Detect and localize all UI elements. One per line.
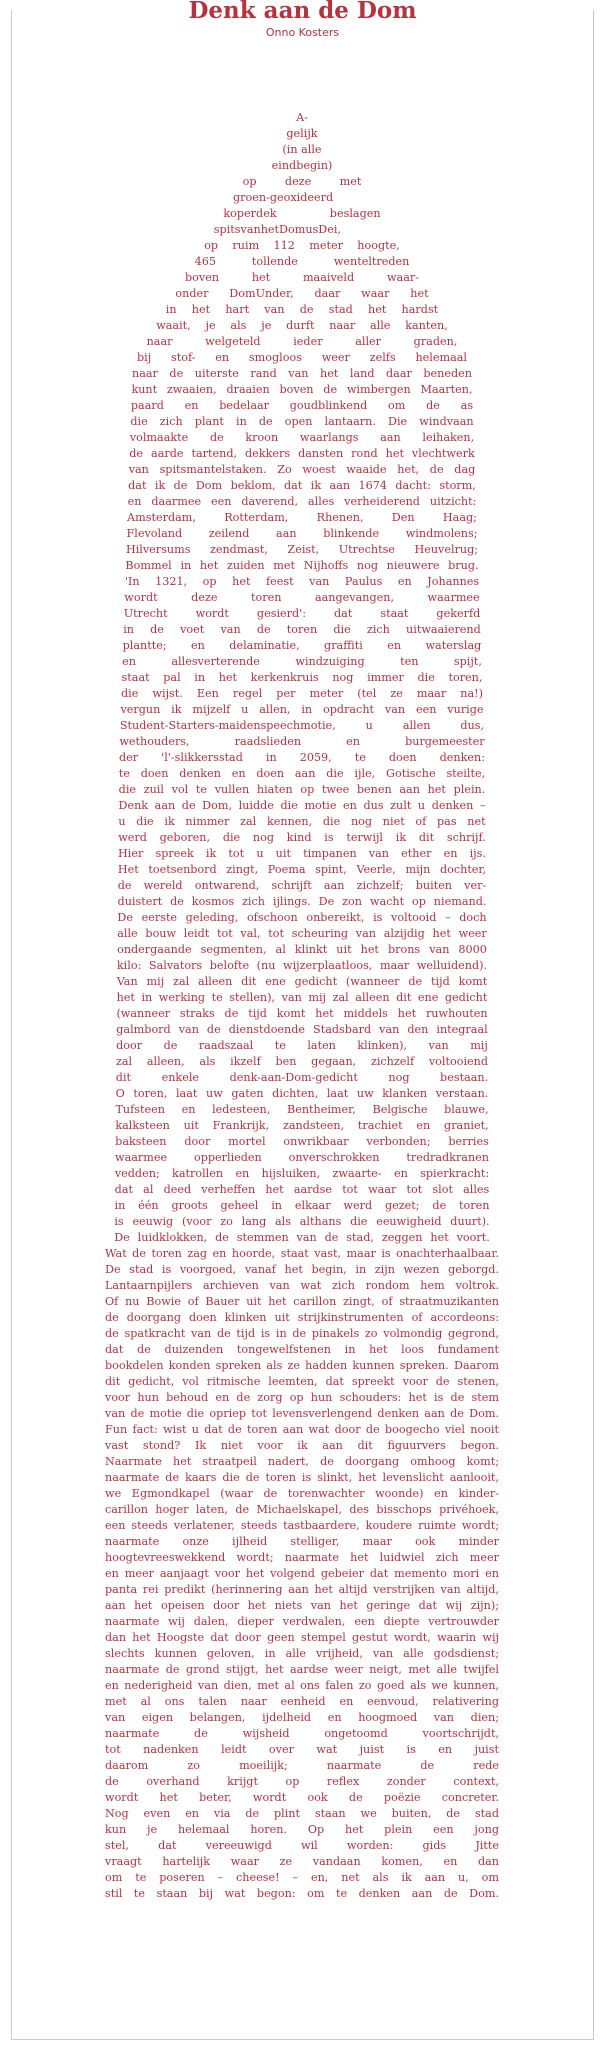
poem-line: het in werking te stellen), van mij zal alleen dit ene gedicht xyxy=(116,991,488,1004)
poem-line: De eerste geleding, ofschoon onbereikt, is voltooid – doch xyxy=(117,911,487,924)
poem-line: dat de duizenden tongewelfstenen in het loos fundament xyxy=(105,1343,499,1356)
poem-line: Wat de toren zag en hoorde, staat vast, maar is onachterhaalbaar. xyxy=(105,1247,499,1260)
poem-line: kalksteen uit Frankrijk, zandsteen, trachiet en graniet, xyxy=(115,1119,489,1132)
poem-line: dit gedicht, vol ritmische leemten, dat spreekt voor de stenen, xyxy=(105,1375,499,1388)
poem-line: van eigen belangen, ijdelheid en hoogmoed van dien; xyxy=(105,1711,499,1724)
poem-line: door de raadszaal te laten klinken), van mij xyxy=(116,1039,488,1052)
poem-line: tot nadenken leidt over wat juist is en juist xyxy=(105,1743,499,1756)
poem-line: koperdek beslagen xyxy=(223,207,381,220)
poem-line: 465 tollende wenteltreden xyxy=(194,255,410,268)
poem-line: De stad is voorgoed, vanaf het begin, in zijn wezen geborgd. xyxy=(105,1263,499,1276)
poem-line: stil te staan bij wat begon: om te denken aan de Dom. xyxy=(105,1887,499,1900)
poem-line: Denk aan de Dom, luidde die motie en dus zult u denken – xyxy=(118,799,486,812)
poem-line: naarmate wij dalen, dieper verdwalen, een diepte vertrouwder xyxy=(105,1615,499,1628)
poem-line: hoogtevreeswekkend wordt; naarmate het luidwiel zich meer xyxy=(105,1551,499,1564)
poem-line: staat pal in het kerkenkruis nog immer die toren, xyxy=(121,671,483,684)
poem-line: op ruim 112 meter hoogte, xyxy=(204,239,400,252)
poem-line: vergun ik mijzelf u allen, in opdracht van een vurige xyxy=(120,703,484,716)
poem-line: dat ik de Dom beklom, dat ik aan 1674 dacht: storm, xyxy=(128,479,476,492)
poem-line: waarmee opperlieden onverschrokken tredradkranen xyxy=(115,1151,489,1164)
poem-line: kilo: Salvators belofte (nu wijzerplaatloos, maar welluidend). xyxy=(116,959,488,972)
poem-line: in het hart van de stad het hardst xyxy=(165,303,439,316)
poem-author: Onno Kosters xyxy=(265,26,340,39)
poem-line: der 'l'-slikkersstad in 2059, te doen denken: xyxy=(119,751,485,764)
poem-line: op deze met xyxy=(242,175,362,188)
poem-line: om te poseren – cheese! – en, net als ik aan u, om xyxy=(105,1871,499,1884)
poem-line: en allesverterende windzuiging ten spijt, xyxy=(122,655,482,668)
poem-line: (in alle xyxy=(282,143,322,156)
poem-line: Naarmate het straatpeil nadert, de doorgang omhoog komt; xyxy=(105,1455,499,1468)
poem-line: gelijk xyxy=(286,127,318,140)
poem-line: Het toetsenbord zingt, Poema spint, Veerle, mijn dochter, xyxy=(117,863,487,876)
poem-line: en meer aanjaagt voor het volgend gebeier dat memento mori en xyxy=(105,1567,499,1580)
poem-line: die zuil vol te vullen hiaten op twee benen aan het plein. xyxy=(118,783,486,796)
poem-line: boven het maaiveld waar- xyxy=(185,271,419,284)
poem-line: een steeds verlatener, steeds tastbaardere, koudere ruimte wordt; xyxy=(105,1519,499,1532)
poem-line: O toren, laat uw gaten dichten, laat uw klanken verstaan. xyxy=(115,1087,489,1100)
poem-line: panta rei predikt (herinnering aan het altijd verstrijken van altijd, xyxy=(105,1583,499,1596)
poem-line: Utrecht wordt gesierd': dat staat gekerfd xyxy=(123,607,481,620)
poem-line: de doorgang doen klinken uit strijkinstrumenten of accordeons: xyxy=(105,1311,499,1324)
poem-line: dat al deed verheffen het aardse tot waar tot slot alles xyxy=(114,1183,490,1196)
poem-line: u die ik nimmer zal kennen, die nog niet of pas net xyxy=(118,815,486,828)
poem-title: Denk aan de Dom xyxy=(188,0,417,24)
poem-line: eindbegin) xyxy=(271,159,333,172)
poem-line: daarom zo moeilijk; naarmate de rede xyxy=(105,1759,499,1772)
poem-line: A- xyxy=(296,111,308,124)
poem-line: de overhand krijgt op reflex zonder context, xyxy=(105,1775,499,1788)
poem-line: carillon hoger laten, de Michaelskapel, des bisschops privéhoek, xyxy=(105,1503,499,1516)
poem-line: vraagt hartelijk waar ze vandaan komen, en dan xyxy=(105,1855,499,1868)
poem-line: met al ons talen naar eenheid en eenvoud, relativering xyxy=(105,1695,499,1708)
poem-line: de wereld ontwarend, schrijft aan zichzelf; buiten ver- xyxy=(117,879,487,892)
poem-line: naarmate de wijsheid ongetoomd voortschrijdt, xyxy=(105,1727,499,1740)
poem-line: zal alleen, als ikzelf ben gegaan, zichzelf voltooiend xyxy=(115,1055,489,1068)
poem-line: naarmate de grond stijgt, het aardse weer neigt, met alle twijfel xyxy=(105,1663,499,1676)
poem-line: spitsvanhetDomusDei, xyxy=(213,223,342,236)
poem-line: paard en bedelaar goudblinkend om de as xyxy=(130,399,474,412)
poem-line: naar welgeteld ieder aller graden, xyxy=(146,335,458,348)
poem-line: in één groots geheel in elkaar werd gezet; de toren xyxy=(114,1199,490,1212)
poem-line: de spatkracht van de tijd is in de pinakels zo volmondig gegrond, xyxy=(105,1327,499,1340)
poem-line: volmaakte de kroon waarlangs aan leihaken, xyxy=(129,431,475,444)
poem-line: groen-geoxideerd xyxy=(233,191,334,204)
poem-line: naarmate onze ijlheid stelliger, maar ook minder xyxy=(105,1535,499,1548)
poem-line: slechts kunnen geloven, in alle vrijheid, van alle godsdienst; xyxy=(105,1647,499,1660)
poem-line: werd geboren, die nog kind is terwijl ik dit schrijf. xyxy=(118,831,486,844)
poem-line: die wijst. Een regel per meter (tel ze maar na!) xyxy=(121,687,483,700)
poem-line: Tufsteen en ledesteen, Bentheimer, Belgische blauwe, xyxy=(115,1103,489,1116)
poem-line: alle bouw leidt tot val, tot scheuring van alzijdig het weer xyxy=(117,927,487,940)
poem-line: Nog even en via de plint staan we buiten, de stad xyxy=(105,1807,499,1820)
poem-line: Lantaarnpijlers archieven van wat zich rondom hem voltrok. xyxy=(105,1279,499,1292)
poem-line: waait, je als je durft naar alle kanten, xyxy=(156,319,448,332)
poem-line: de aarde tartend, dekkers dansten rond het vlechtwerk xyxy=(129,447,475,460)
poem-line: duistert de kosmos zich ijlings. De zon wacht op niemand. xyxy=(117,895,487,908)
poem-line: we Egmondkapel (waar de torenwachter woonde) en kinder- xyxy=(105,1487,499,1500)
poem-line: dit enkele denk-aan-Dom-gedicht nog bestaan. xyxy=(115,1071,489,1084)
poem-line: Fun fact: wist u dat de toren aan wat door de boogecho viel nooit xyxy=(105,1423,499,1436)
poem-line: Hier spreek ik tot u uit timpanen van ether en ijs. xyxy=(118,847,486,860)
poem-line: plantte; en delaminatie, graffiti en waterslag xyxy=(122,639,482,652)
poem-line: De luidklokken, de stemmen van de stad, zeggen het voort. xyxy=(114,1231,490,1244)
poem-line: wordt deze toren aangevangen, waarmee xyxy=(124,591,480,604)
poem-line: te doen denken en doen aan die ijle, Gotische steilte, xyxy=(118,767,486,780)
poem-line: Hilversums zendmast, Zeist, Utrechtse Heuvelrug; xyxy=(125,543,479,556)
poem-line: wordt het beter, wordt ook de poëzie concreter. xyxy=(105,1791,499,1804)
poem-line: kunt zwaaien, draaien boven de wimbergen Maarten, xyxy=(131,383,473,396)
poem-line: Flevoland zeilend aan blinkende windmolens; xyxy=(126,527,478,540)
poem-line: Student-Starters-maidenspeechmotie, u allen dus, xyxy=(119,719,485,732)
poem-line: kun je helemaal horen. Op het plein een jong xyxy=(105,1823,499,1836)
poem-line: naarmate de kaars die de toren is slinkt, het levenslicht aanlooit, xyxy=(105,1471,499,1484)
poem-line: vast stond? Ik niet voor ik aan dit figuurvers begon. xyxy=(105,1439,499,1452)
poem-line: aan het opeisen door het niets van het geringe dat wij zijn); xyxy=(105,1599,499,1612)
poem-line: ondergaande segmenten, al klinkt uit het brons van 8000 xyxy=(117,943,487,956)
poem-line: en daarmee een daverend, alles verheiderend uitzicht: xyxy=(127,495,477,508)
poem-line: Bommel in het zuiden met Nijhoffs nog nieuwere brug. xyxy=(125,559,479,572)
poem-line: is eeuwig (voor zo lang als althans die eeuwigheid duurt). xyxy=(114,1215,490,1228)
poem-line: Of nu Bowie of Bauer uit het carillon zingt, of straatmuzikanten xyxy=(105,1295,499,1308)
poem-line: voor hun behoud en de zorg op hun schouders: het is de stem xyxy=(105,1391,499,1404)
poem-line: Amsterdam, Rotterdam, Rhenen, Den Haag; xyxy=(127,511,477,524)
poem-line: onder DomUnder, daar waar het xyxy=(175,287,429,300)
poem-line: 'In 1321, op het feest van Paulus en Johannes xyxy=(124,575,480,588)
poem-line: galmbord van de dienstdoende Stadsbard van den integraal xyxy=(116,1023,488,1036)
poem-line: die zich plant in de open lantaarn. Die windvaan xyxy=(130,415,474,428)
poem-line: en nederigheid van dien, met al ons falen zo goed als we kunnen, xyxy=(105,1679,499,1692)
poem-line: vedden; katrollen en hijsluiken, zwaarte- en spierkracht: xyxy=(114,1167,490,1180)
poem-line: naar de uiterste rand van het land daar beneden xyxy=(132,367,472,380)
poem-line: in de voet van de toren die zich uitwaaierend xyxy=(123,623,481,636)
poem-line: Van mij zal alleen dit ene gedicht (wanneer de tijd komt xyxy=(116,975,488,988)
poem-line: (wanneer straks de tijd komt het middels het ruwhouten xyxy=(116,1007,488,1020)
poem-line: baksteen door mortel onwrikbaar verbonden; berries xyxy=(115,1135,489,1148)
poem-line: van de motie die opriep tot levensverlengend denken aan de Dom. xyxy=(105,1407,499,1420)
poem-line: bij stof- en smogloos weer zelfs helemaal xyxy=(137,351,467,364)
poem-line: bookdelen konden spreken als ze hadden kunnen spreken. Daarom xyxy=(105,1359,499,1372)
poem-line: wethouders, raadslieden en burgemeester xyxy=(119,735,485,748)
poem-line: stel, dat vereeuwigd wil worden: gids Jitte xyxy=(105,1839,499,1852)
poem-line: dan het Hoogste dat door geen stempel gestut wordt, waarin wij xyxy=(105,1631,499,1644)
poem-line: van spitsmantelstaken. Zo woest waaide het, de dag xyxy=(128,463,476,476)
